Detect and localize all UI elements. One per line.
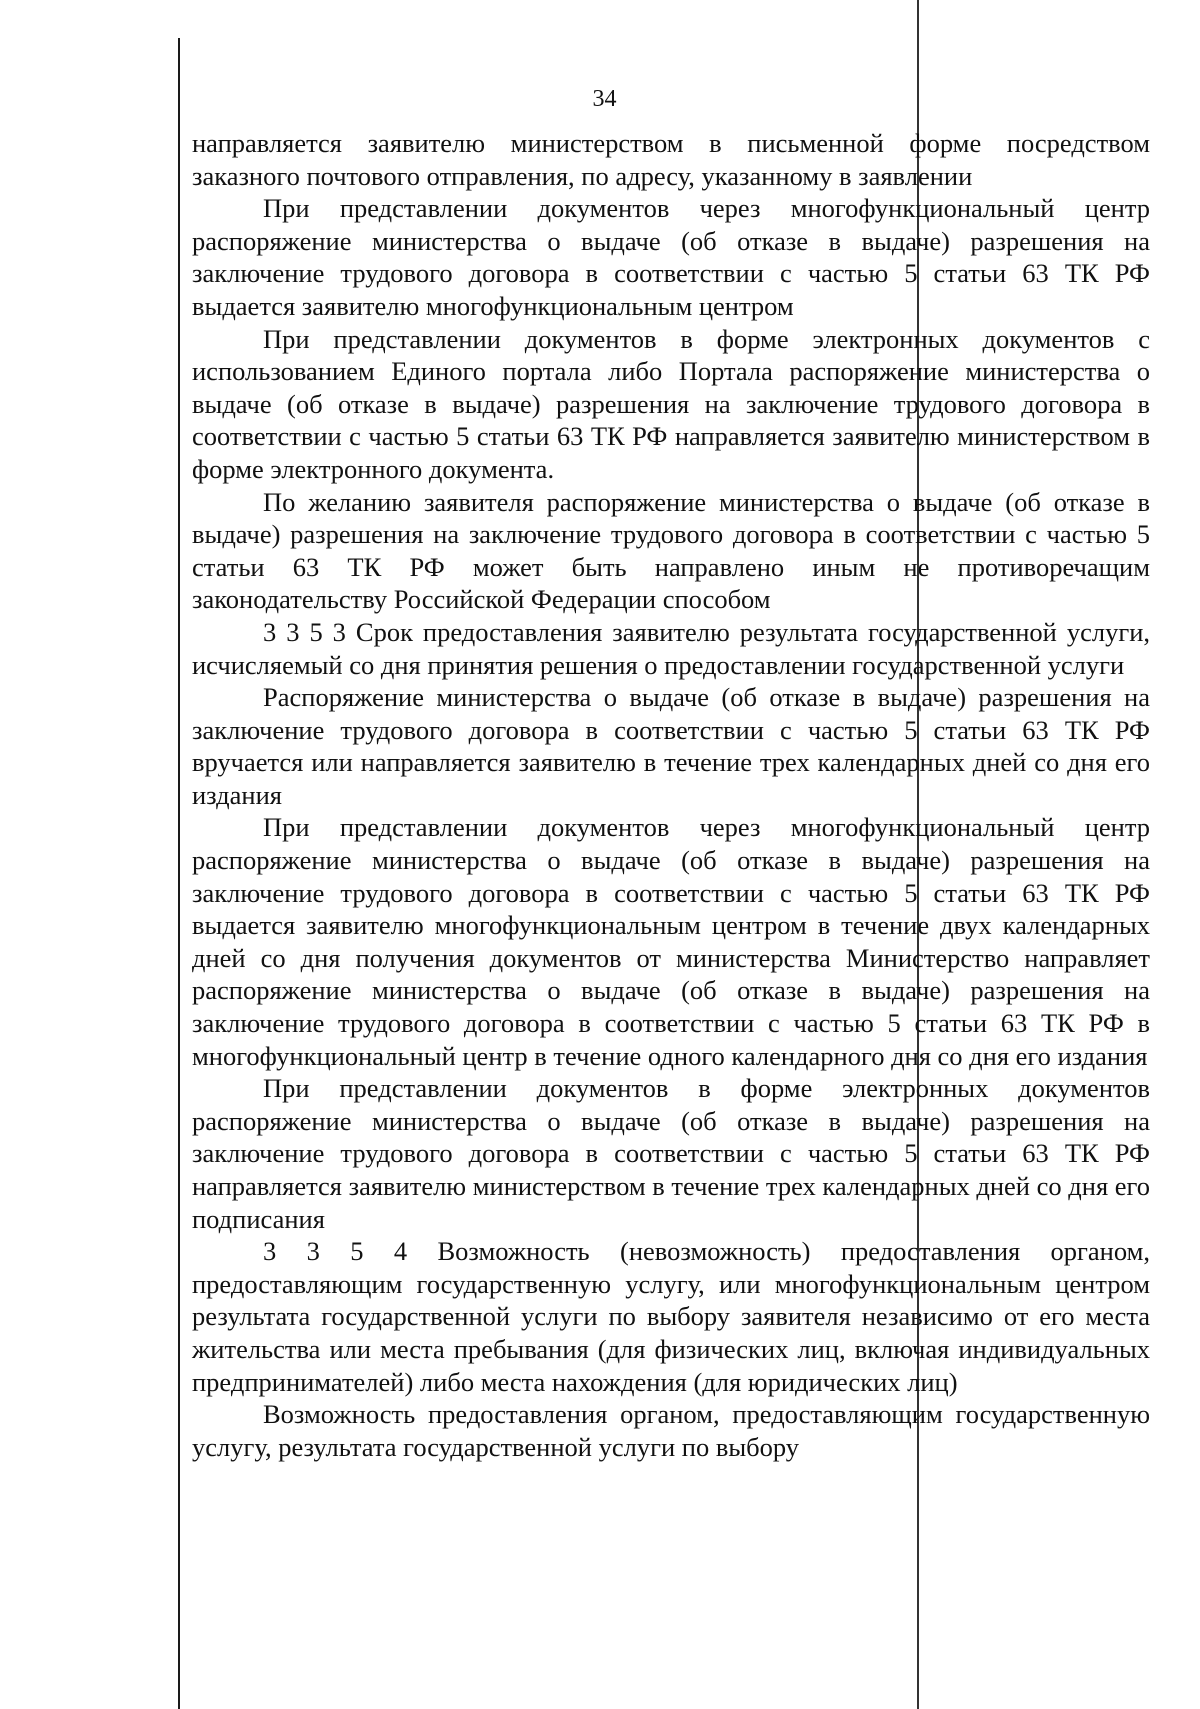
paragraph: При представлении документов через многофункциональный центр распоряжение министерства о выдаче (об отказе в выдаче) разрешения на заключение трудового договора в соответствии с частью 5 статьи 63 ТК РФ выдается заявителю многофункциональным центром в течение двух календарных дней со дня получения документов от министерства Министерство направляет распоряжение министерства о выдаче (об отказе в выдаче) разрешения на заключение трудового договора в соответствии с частью 5 статьи 63 ТК РФ в многофункциональный центр в течение одного календарного дня со дня его издания [192, 812, 1150, 1071]
scan-artifact-line-left [178, 38, 180, 1709]
paragraph: При представлении документов через многофункциональный центр распоряжение министерства о выдаче (об отказе в выдаче) разрешения на заключение трудового договора в соответствии с частью 5 статьи 63 ТК РФ выдается заявителю многофункциональным центром [192, 193, 1150, 321]
paragraph: При представлении документов в форме электронных документов распоряжение министерства о выдаче (об отказе в выдаче) разрешения на заключение трудового договора в соответствии с частью 5 статьи 63 ТК РФ направляется заявителю министерством в течение трех календарных дней со дня его подписания [192, 1073, 1150, 1234]
paragraph: Распоряжение министерства о выдаче (об отказе в выдаче) разрешения на заключение трудового договора в соответствии с частью 5 статьи 63 ТК РФ вручается или направляется заявителю в течение трех календарных дней со дня его издания [192, 682, 1150, 810]
paragraph: Возможность предоставления органом, предоставляющим государственную услугу, результата государственной услуги по выбору [192, 1399, 1150, 1462]
paragraph: По желанию заявителя распоряжение министерства о выдаче (об отказе в выдаче) разрешения на заключение трудового договора в соответствии с частью 5 статьи 63 ТК РФ может быть направлено иным не противоречащим законодательству Российской Федерации способом [192, 486, 1150, 615]
document-body [192, 127, 1150, 1463]
paragraph: При представлении документов в форме электронных документов с использованием Единого портала либо Портала распоряжение министерства о выдаче (об отказе в выдаче) разрешения на заключение трудового договора в соответствии с частью 5 статьи 63 ТК РФ направляется заявителю министерством в форме электронного документа. [192, 323, 1150, 484]
section-heading-3-3-5-4: 3 3 5 4 Возможность (невозможность) предоставления органом, предоставляющим государственную услугу, или многофункциональным центром результата государственной услуги по выбору заявителя независимо от его места жительства или места пребывания (для физических лиц, включая индивидуальных предпринимателей) либо места нахождения (для юридических лиц) [192, 1236, 1150, 1397]
paragraph: направляется заявителю министерством в письменной форме посредством заказного почтового отправления, по адресу, указанному в заявлении [192, 128, 1150, 191]
page-number: 34 [592, 86, 617, 112]
section-heading-3-3-5-3: 3 3 5 3 Срок предоставления заявителю результата государственной услуги, исчисляемый со дня принятия решения о предоставлении государственной услуги [192, 616, 1150, 680]
